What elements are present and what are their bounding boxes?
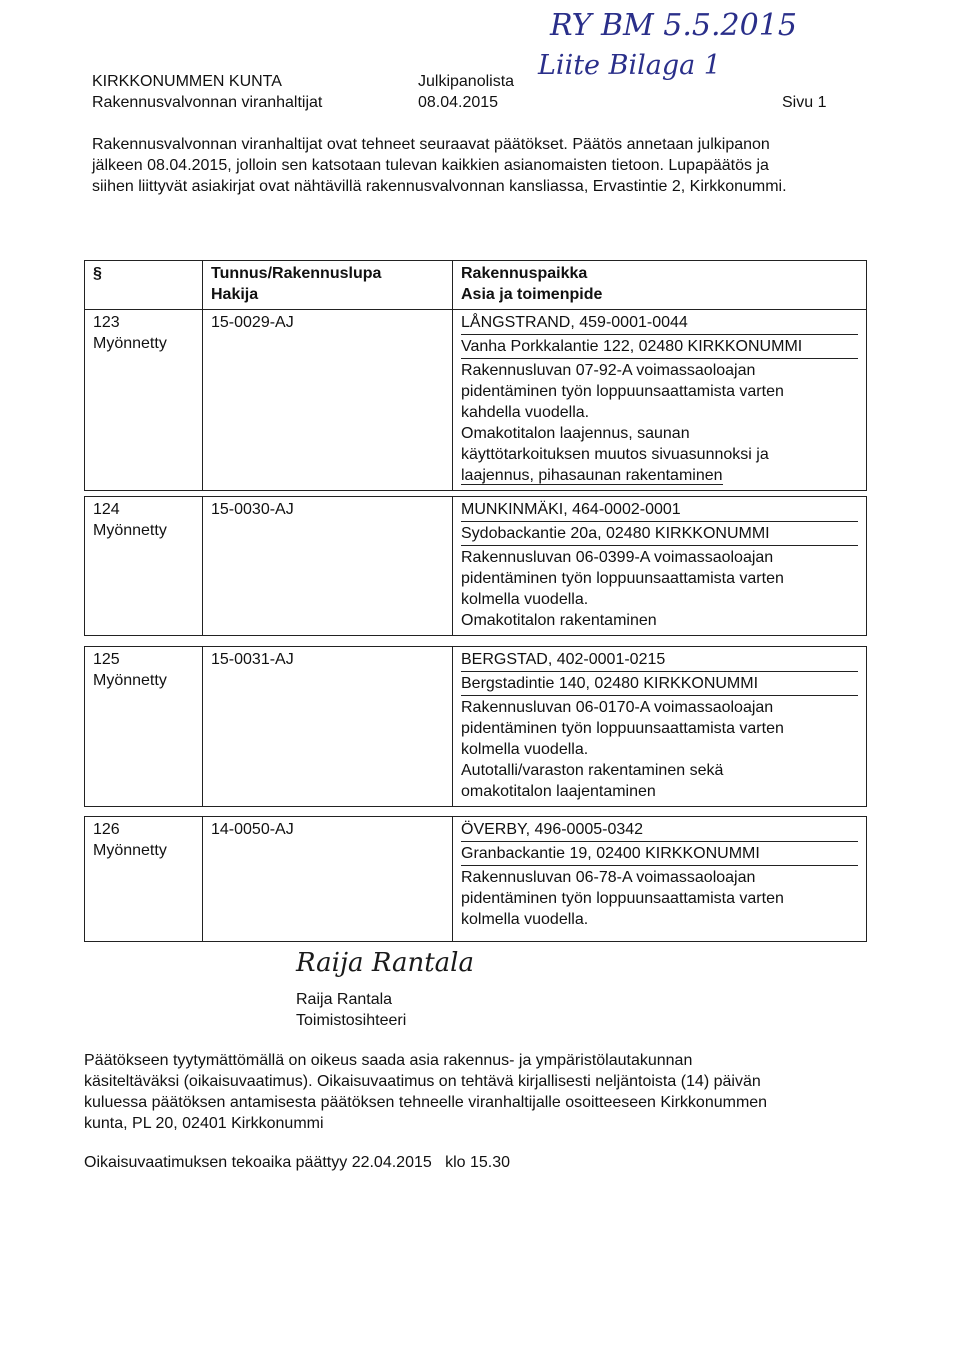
entry-code-cell — [203, 817, 453, 942]
place-header-label: Rakennuspaikka — [461, 265, 588, 282]
entry-code: 15-0030-AJ — [211, 501, 294, 518]
entry-detail-cell — [453, 310, 867, 491]
entry-status: Myönnetty — [93, 335, 167, 352]
section-sign: § — [93, 265, 102, 282]
entry-number-cell — [85, 647, 203, 807]
entry-desc-line: pidentäminen työn loppuunsaattamista varten — [461, 570, 784, 587]
entry-code: 15-0029-AJ — [211, 314, 294, 331]
entry-place: BERGSTAD, 402-0001-0215 — [461, 649, 858, 672]
entry-code-cell — [203, 647, 453, 807]
decision-table-125 — [84, 646, 867, 807]
entry-number: 126 — [93, 821, 120, 838]
appeal-line: kuluessa päätöksen antamisesta päätöksen tehneelle viranhaltijalle osoitteeseen Kirkkonummen — [84, 1094, 768, 1111]
decision-table-123 — [84, 260, 867, 491]
appeal-line: Päätökseen tyytymättömällä on oikeus saada asia rakennus- ja ympäristölautakunnan — [84, 1052, 693, 1069]
entry-code-cell — [203, 497, 453, 636]
table-row — [85, 497, 867, 636]
entry-address: Bergstadintie 140, 02480 KIRKKONUMMI — [461, 673, 858, 696]
dept-name: Rakennusvalvonnan viranhaltijat — [92, 94, 323, 111]
entry-desc-line: kolmella vuodella. — [461, 741, 589, 758]
entry-status: Myönnetty — [93, 672, 167, 689]
page-number: Sivu 1 — [782, 94, 827, 111]
signer-name: Raija Rantala — [296, 991, 393, 1008]
table-row — [85, 817, 867, 942]
decision-table-124 — [84, 496, 867, 636]
table-row — [85, 310, 867, 491]
entry-desc-line: laajennus, pihasaunan rakentaminen — [461, 467, 723, 484]
handwritten-annex: Liite Bilaga 1 — [538, 50, 721, 81]
entry-address: Sydobackantie 20a, 02480 KIRKKONUMMI — [461, 523, 858, 546]
entry-desc-line: Rakennusluvan 06-0399-A voimassaoloajan — [461, 549, 774, 566]
entry-desc-line: Rakennusluvan 06-78-A voimassaoloajan — [461, 869, 756, 886]
table-header-row — [85, 261, 867, 310]
entry-status: Myönnetty — [93, 522, 167, 539]
org-name: KIRKKONUMMEN KUNTA — [92, 73, 282, 90]
entry-desc-line: kolmella vuodella. — [461, 911, 589, 928]
entry-desc-line: Rakennusluvan 07-92-A voimassaoloajan — [461, 362, 756, 379]
entry-desc-line: kahdella vuodella. — [461, 404, 590, 421]
list-date: 08.04.2015 — [418, 94, 499, 111]
entry-number: 124 — [93, 501, 120, 518]
appeal-deadline: Oikaisuvaatimuksen tekoaika päättyy 22.04.2015 klo 15.30 — [84, 1154, 511, 1171]
table-row — [85, 647, 867, 807]
entry-desc-line: Autotalli/varaston rakentaminen sekä — [461, 762, 724, 779]
intro-line: jälkeen 08.04.2015, jolloin sen katsotaan tulevan kaikkien asianomaisten tietoon. Lupapäätös ja — [92, 157, 769, 174]
entry-desc-line: pidentäminen työn loppuunsaattamista varten — [461, 383, 784, 400]
section-header — [85, 261, 203, 310]
entry-desc-line: omakotitalon laajentaminen — [461, 783, 656, 800]
entry-number: 125 — [93, 651, 120, 668]
entry-desc-line: pidentäminen työn loppuunsaattamista varten — [461, 890, 784, 907]
entry-desc-line: käyttötarkoituksen muutos sivuasunnoksi ja — [461, 446, 769, 463]
entry-number-cell — [85, 497, 203, 636]
entry-desc-line: Omakotitalon laajennus, saunan — [461, 425, 690, 442]
entry-desc-line: Omakotitalon rakentaminen — [461, 612, 657, 629]
entry-place: ÖVERBY, 496-0005-0342 — [461, 819, 858, 842]
applicant-header-label: Hakija — [211, 286, 259, 303]
handwritten-signature: Raija Rantala — [296, 948, 475, 978]
list-label: Julkipanolista — [418, 73, 515, 90]
appeal-line: kunta, PL 20, 02401 Kirkkonummi — [84, 1115, 324, 1132]
appeal-paragraph — [84, 1050, 767, 1134]
entry-place: LÅNGSTRAND, 459-0001-0044 — [461, 312, 858, 335]
signer-title: Toimistosihteeri — [296, 1012, 407, 1029]
entry-detail-cell — [453, 817, 867, 942]
handwritten-stamp: RY BM 5.5.2015 — [550, 8, 797, 43]
entry-address: Granbackantie 19, 02400 KIRKKONUMMI — [461, 843, 858, 866]
entry-status: Myönnetty — [93, 842, 167, 859]
place-header — [453, 261, 867, 310]
action-header-label: Asia ja toimenpide — [461, 286, 603, 303]
intro-line: siihen liittyvät asiakirjat ovat nähtävillä rakennusvalvonnan kansliassa, Ervastintie 2, Kirkkonummi. — [92, 178, 787, 195]
code-header-label: Tunnus/Rakennuslupa — [211, 265, 382, 282]
entry-number-cell — [85, 817, 203, 942]
entry-detail-cell — [453, 647, 867, 807]
code-header — [203, 261, 453, 310]
entry-number-cell — [85, 310, 203, 491]
entry-number: 123 — [93, 314, 120, 331]
decision-table-126 — [84, 816, 867, 942]
entry-code-cell — [203, 310, 453, 491]
entry-desc-line: pidentäminen työn loppuunsaattamista varten — [461, 720, 784, 737]
entry-address: Vanha Porkkalantie 122, 02480 KIRKKONUMMI — [461, 336, 858, 359]
entry-code: 15-0031-AJ — [211, 651, 294, 668]
intro-paragraph — [92, 134, 872, 197]
entry-desc-line: Rakennusluvan 06-0170-A voimassaoloajan — [461, 699, 774, 716]
entry-code: 14-0050-AJ — [211, 821, 294, 838]
intro-line: Rakennusvalvonnan viranhaltijat ovat tehneet seuraavat päätökset. Päätös annetaan julkipanon — [92, 136, 770, 153]
entry-desc-line: kolmella vuodella. — [461, 591, 589, 608]
entry-detail-cell — [453, 497, 867, 636]
entry-place: MUNKINMÄKI, 464-0002-0001 — [461, 499, 858, 522]
appeal-line: käsiteltäväksi (oikaisuvaatimus). Oikaisuvaatimus on tehtävä kirjallisesti neljäntoista (14) päivän — [84, 1073, 761, 1090]
